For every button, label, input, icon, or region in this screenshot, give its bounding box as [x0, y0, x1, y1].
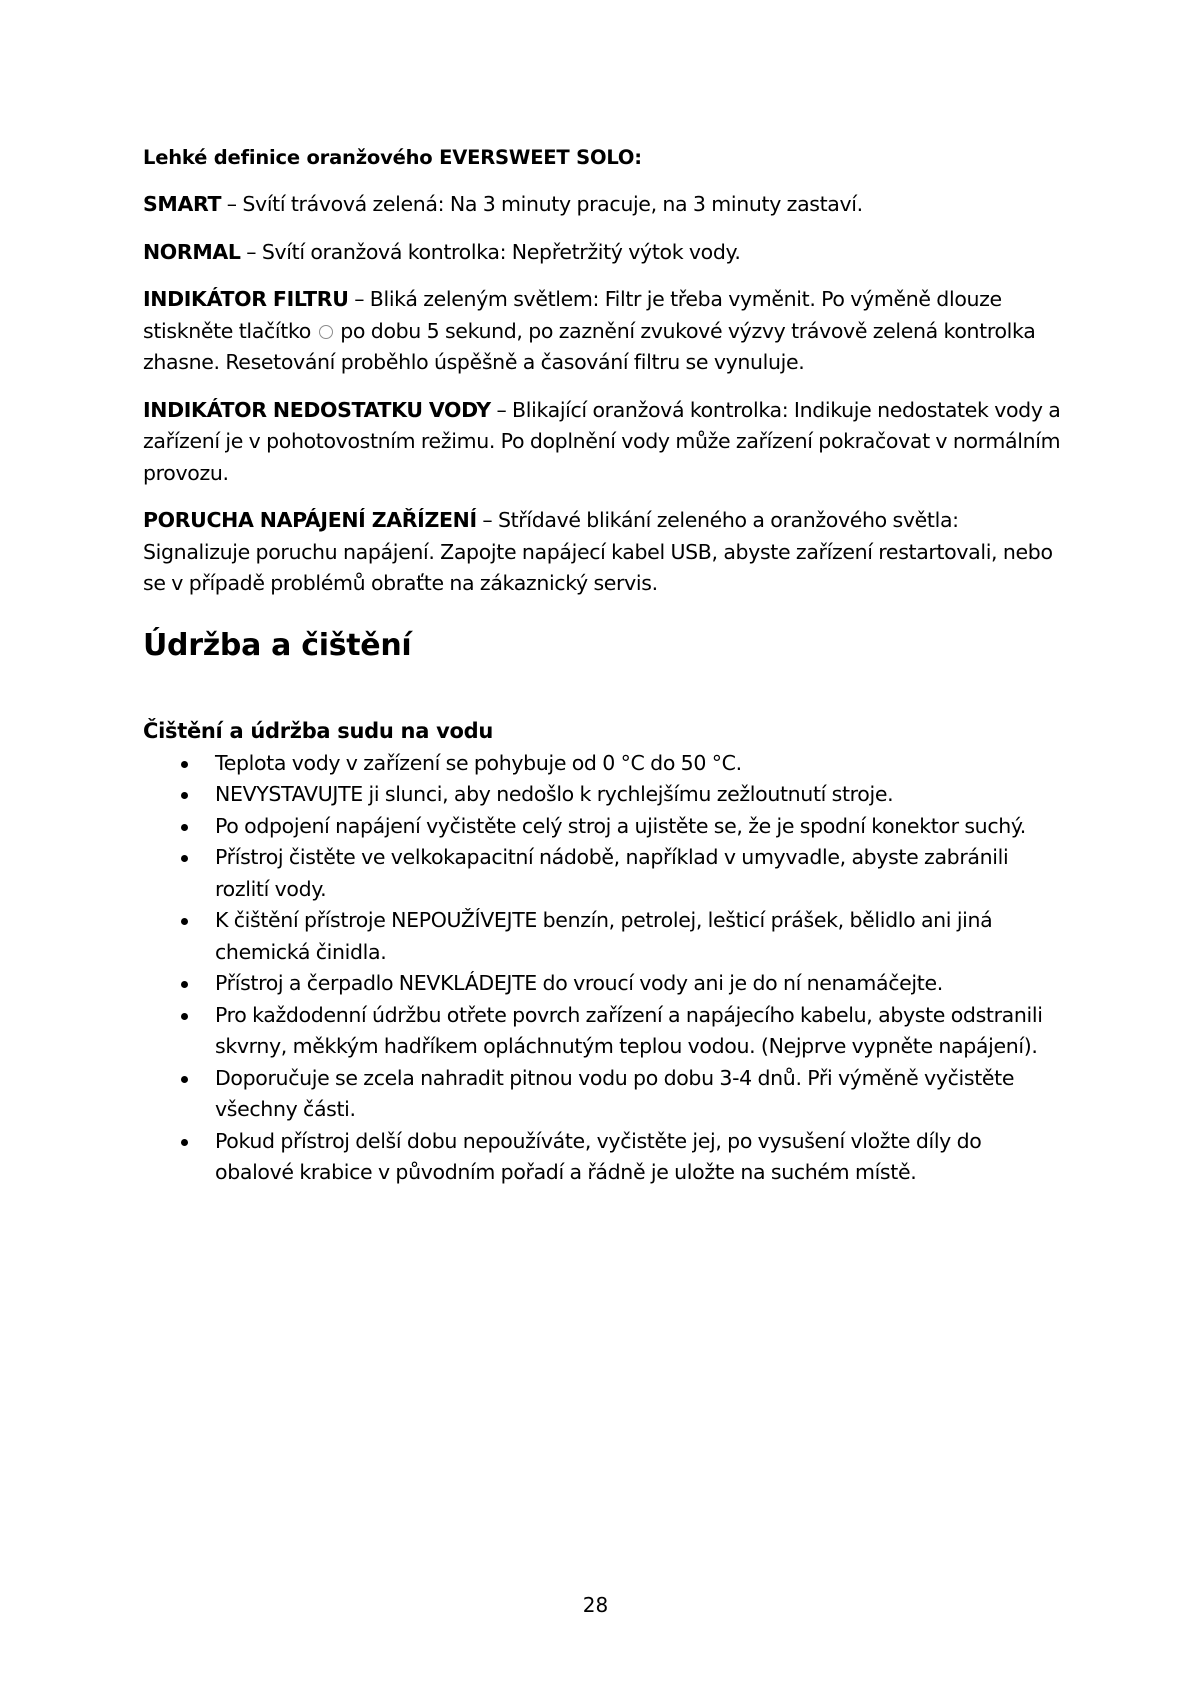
list-item — [143, 842, 1063, 905]
definition-term: INDIKÁTOR NEDOSTATKU VODY — [143, 397, 491, 422]
definition-term: PORUCHA NAPÁJENÍ ZAŘÍZENÍ — [143, 508, 477, 532]
list-item — [143, 748, 1063, 780]
definition-text: – Bliká zeleným světlem: Filtr je třeba vyměnit. Po výměně dlouze stiskněte tlačítko — [143, 287, 1002, 343]
definition-filter-indicator — [143, 284, 1063, 379]
definitions-title: Lehké definice oranžového EVERSWEET SOLO: — [143, 146, 642, 169]
list-item-text: Pro každodenní údržbu otřete povrch zařízení a napájecího kabelu, abyste odstranili skvrny, měkkým hadříkem opláchnutým teplou vodou. (Nejprve vypněte napájení). — [215, 1002, 1043, 1058]
definition-text: – Blikající oranžová kontrolka: Indikuje nedostatek vody a zařízení je v pohotovostním režimu. Po doplnění vody může zařízení pokračovat v normálním provozu. — [143, 397, 1061, 485]
list-item-text: Přístroj a čerpadlo NEVKLÁDEJTE do vroucí vody ani je do ní nenamáčejte. — [215, 971, 943, 995]
list-item-text: Doporučuje se zcela nahradit pitnou vodu po dobu 3-4 dnů. Při výměně vyčistěte všechny části. — [215, 1065, 1015, 1121]
page-number: 28 — [582, 1593, 609, 1617]
definition-normal — [143, 237, 1063, 269]
list-item — [143, 905, 1063, 968]
bullet-icon — [181, 824, 188, 831]
definition-text-after: po dobu 5 sekund, po zaznění zvukové výzvy trávově zelená kontrolka zhasne. Resetování proběhlo úspěšně a časování filtru se vynuluje. — [143, 318, 1036, 374]
bullet-icon — [181, 761, 188, 768]
circle-button-icon — [319, 325, 333, 339]
definition-text: – Svítí oranžová kontrolka: Nepřetržitý výtok vody. — [240, 239, 741, 264]
list-item-text: NEVYSTAVUJTE ji slunci, aby nedošlo k rychlejšímu zežloutnutí stroje. — [215, 782, 894, 806]
list-item — [143, 779, 1063, 811]
definition-power-failure — [143, 505, 1063, 600]
list-item — [143, 968, 1063, 1000]
list-item — [143, 1000, 1063, 1063]
maintenance-list — [143, 748, 1063, 1189]
section-heading: Údržba a čištění — [143, 627, 412, 663]
list-item — [143, 1063, 1063, 1126]
definition-text: – Střídavé blikání zeleného a oranžového světla: Signalizuje poruchu napájení. Zapojte napájecí kabel USB, abyste zařízení restartovali, nebo se v případě problémů obraťte na zákaznický servis. — [143, 508, 1053, 595]
bullet-icon — [181, 792, 188, 799]
list-item-text: K čištění přístroje NEPOUŽÍVEJTE benzín, petrolej, lešticí prášek, bělidlo ani jiná chemická činidla. — [215, 908, 993, 964]
bullet-icon — [181, 981, 188, 988]
list-item-text: Přístroj čistěte ve velkokapacitní nádobě, například v umyvadle, abyste zabránili rozlití vody. — [215, 845, 1009, 901]
bullet-icon — [181, 1013, 188, 1020]
definition-low-water-indicator — [143, 395, 1063, 490]
list-item-text: Po odpojení napájení vyčistěte celý stroj a ujistěte se, že je spodní konektor suchý. — [215, 813, 1026, 838]
bullet-icon — [181, 1076, 188, 1083]
list-item-text: Pokud přístroj delší dobu nepoužíváte, vyčistěte jej, po vysušení vložte díly do obalové krabice v původním pořadí a řádně je uložte na suchém místě. — [215, 1128, 982, 1184]
definition-term: NORMAL — [143, 239, 241, 264]
bullet-icon — [181, 855, 188, 862]
bullet-icon — [181, 1139, 188, 1146]
definition-term: SMART — [143, 192, 222, 216]
list-item-text: Teplota vody v zařízení se pohybuje od 0 °C do 50 °C. — [215, 750, 742, 775]
bullet-icon — [181, 918, 188, 925]
list-item — [143, 1126, 1063, 1189]
definition-text: – Svítí trávová zelená: Na 3 minuty pracuje, na 3 minuty zastaví. — [221, 192, 863, 216]
page-content — [143, 142, 1063, 1189]
definition-smart — [143, 189, 1063, 221]
list-item — [143, 811, 1063, 843]
definition-term: INDIKÁTOR FILTRU — [143, 287, 349, 311]
sub-heading: Čištění a údržba sudu na vodu — [143, 718, 493, 743]
